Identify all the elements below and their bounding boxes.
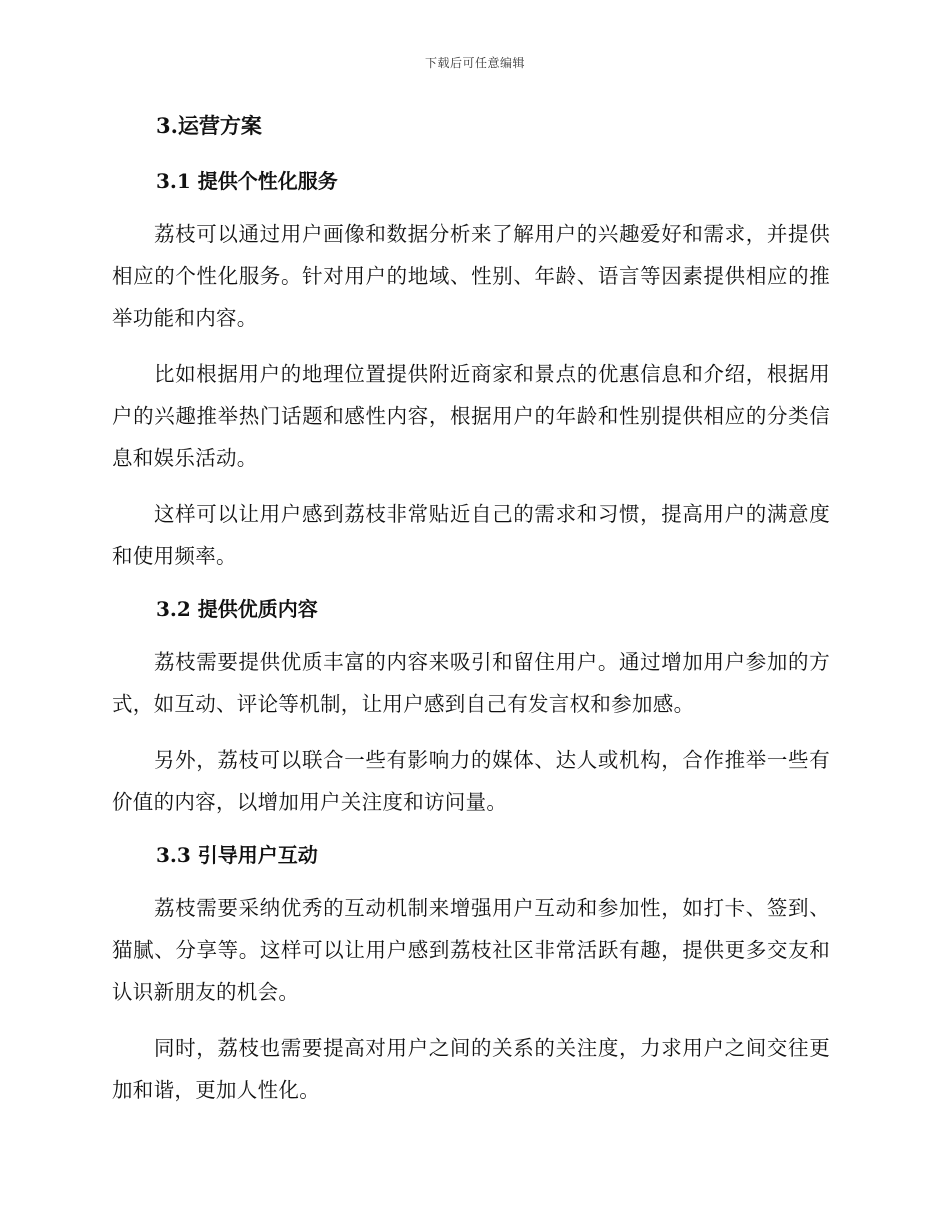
paragraph: 荔枝可以通过用户画像和数据分析来了解用户的兴趣爱好和需求，并提供相应的个性化服务。针对用户的地域、性别、年龄、语言等因素提供相应的推举功能和内容。 [112,222,830,330]
paragraph: 荔枝需要采纳优秀的互动机制来增强用户互动和参加性，如打卡、签到、猫腻、分享等。这样可以让用户感到荔枝社区非常活跃有趣，提供更多交友和认识新朋友的机会。 [112,896,830,1004]
header-note: 下载后可任意编辑 [424,56,525,70]
paragraph: 另外，荔枝可以联合一些有影响力的媒体、达人或机构，合作推举一些有价值的内容，以增加用户关注度和访问量。 [112,748,830,814]
paragraph: 这样可以让用户感到荔枝非常贴近自己的需求和习惯，提高用户的满意度和使用频率。 [112,502,830,568]
paragraph: 比如根据用户的地理位置提供附近商家和景点的优惠信息和介绍，根据用户的兴趣推举热门话题和感性内容，根据用户的年龄和性别提供相应的分类信息和娱乐活动。 [112,362,830,470]
paragraph: 荔枝需要提供优质丰富的内容来吸引和留住用户。通过增加用户参加的方式，如互动、评论等机制，让用户感到自己有发言权和参加感。 [112,650,830,716]
subsection-title-3-1: 3.1 提供个性化服务 [156,169,338,193]
paragraph: 同时，荔枝也需要提高对用户之间的关系的关注度，力求用户之间交往更加和谐，更加人性化。 [112,1036,830,1102]
subsection-title-3-2: 3.2 提供优质内容 [156,597,318,621]
document-body [112,108,830,1111]
section-title: 3.运营方案 [156,113,262,138]
subsection-title-3-3: 3.3 引导用户互动 [156,843,318,867]
